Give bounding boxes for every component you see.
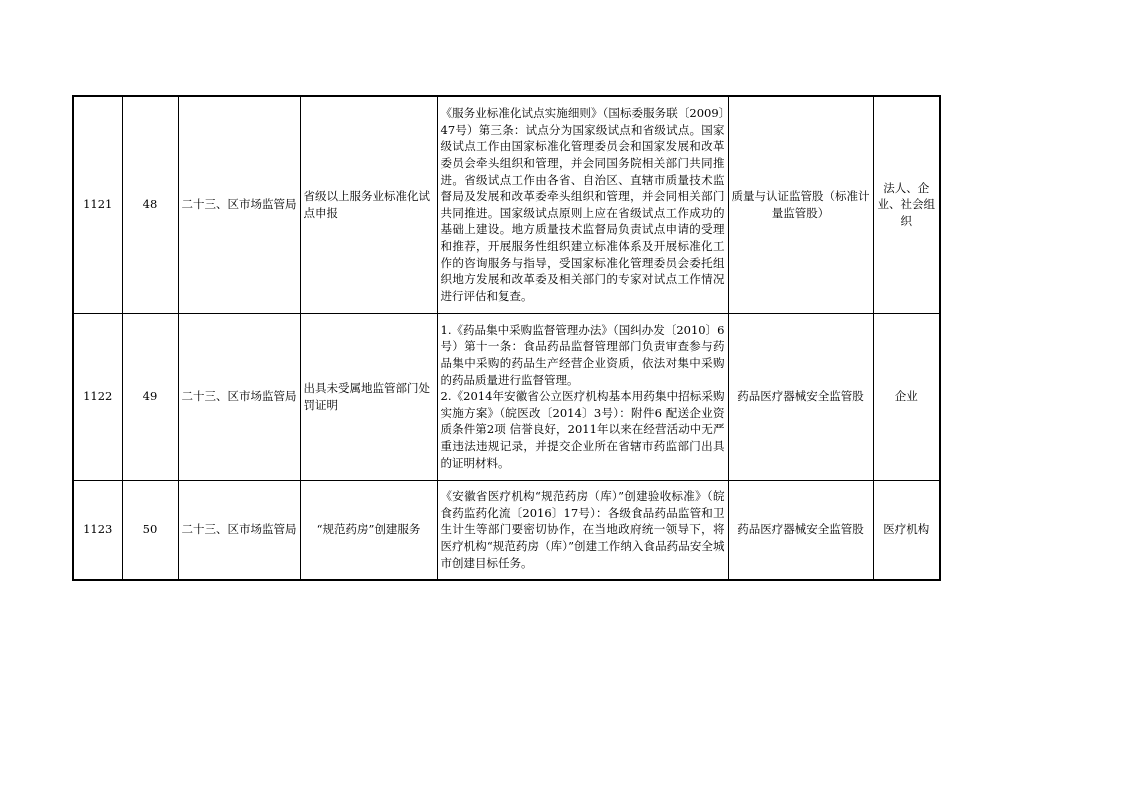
service-item-cell: 出具未受属地监管部门处罚证明 bbox=[300, 313, 437, 480]
legal-basis-paragraph: 《安徽省医疗机构“规范药房（库）”创建验收标准》（皖食药监药化流〔2016〕17号）：各级食品药品监管和卫生计生等部门要密切协作，在当地政府统一领导下，将医疗机构“规范药房（库）”创建工作纳入食品药品安全城市创建目标任务。 bbox=[440, 489, 725, 570]
department-cell: 二十三、区市场监管局 bbox=[178, 313, 300, 480]
legal-basis-cell bbox=[437, 313, 728, 480]
responsible-office-cell: 质量与认证监管股（标准计量监管股） bbox=[728, 96, 873, 313]
row-number-cell: 1122 bbox=[73, 313, 122, 480]
responsible-office-cell: 药品医疗器械安全监管股 bbox=[728, 313, 873, 480]
legal-basis-paragraph: 2.《2014年安徽省公立医疗机构基本用药集中招标采购实施方案》（皖医改〔2014〕3号）：附件6 配送企业资质条件第2项 信誉良好，2011年以来在经营活动中无严重违法违规记录，并提交企业所在省辖市药监部门出具的证明材料。 bbox=[440, 389, 725, 470]
service-target-cell: 医疗机构 bbox=[873, 480, 940, 580]
legal-basis-cell bbox=[437, 96, 728, 313]
service-item-cell: 省级以上服务业标准化试点申报 bbox=[300, 96, 437, 313]
sequence-cell: 49 bbox=[122, 313, 178, 480]
table-row bbox=[73, 313, 940, 480]
sequence-cell: 50 bbox=[122, 480, 178, 580]
legal-basis-cell bbox=[437, 480, 728, 580]
department-cell: 二十三、区市场监管局 bbox=[178, 96, 300, 313]
row-number-cell: 1123 bbox=[73, 480, 122, 580]
table-row bbox=[73, 480, 940, 580]
responsible-office-cell: 药品医疗器械安全监管股 bbox=[728, 480, 873, 580]
legal-basis-paragraph: 1.《药品集中采购监督管理办法》（国纠办发〔2010〕6号）第十一条：食品药品监督管理部门负责审查参与药品集中采购的药品生产经营企业资质，依法对集中采购的药品质量进行监督管理。 bbox=[440, 322, 725, 387]
department-cell: 二十三、区市场监管局 bbox=[178, 480, 300, 580]
service-target-cell: 法人、企业、社会组织 bbox=[873, 96, 940, 313]
legal-basis-paragraph: 《服务业标准化试点实施细则》（国标委服务联〔2009〕47号）第三条：试点分为国家级试点和省级试点。国家级试点工作由国家标准化管理委员会和国家发展和改革委员会牵头组织和管理，并会同国务院相关部门共同推进。省级试点工作由各省、自治区、直辖市质量技术监督局及发展和改革委牵头组织和管理，并会同相关部门共同推进。国家级试点原则上应在省级试点工作成功的基础上建设。地方质量技术监督局负责试点申请的受理和推荐，开展服务性组织建立标准体系及开展标准化工作的咨询服务与指导，受国家标准化管理委员会委托组织地方发展和改革委及相关部门的专家对试点工作情况进行评估和复查。 bbox=[440, 106, 725, 303]
sequence-cell: 48 bbox=[122, 96, 178, 313]
row-number-cell: 1121 bbox=[73, 96, 122, 313]
service-item-cell: “规范药房”创建服务 bbox=[300, 480, 437, 580]
service-target-cell: 企业 bbox=[873, 313, 940, 480]
service-items-table bbox=[72, 95, 941, 581]
table-row bbox=[73, 96, 940, 313]
